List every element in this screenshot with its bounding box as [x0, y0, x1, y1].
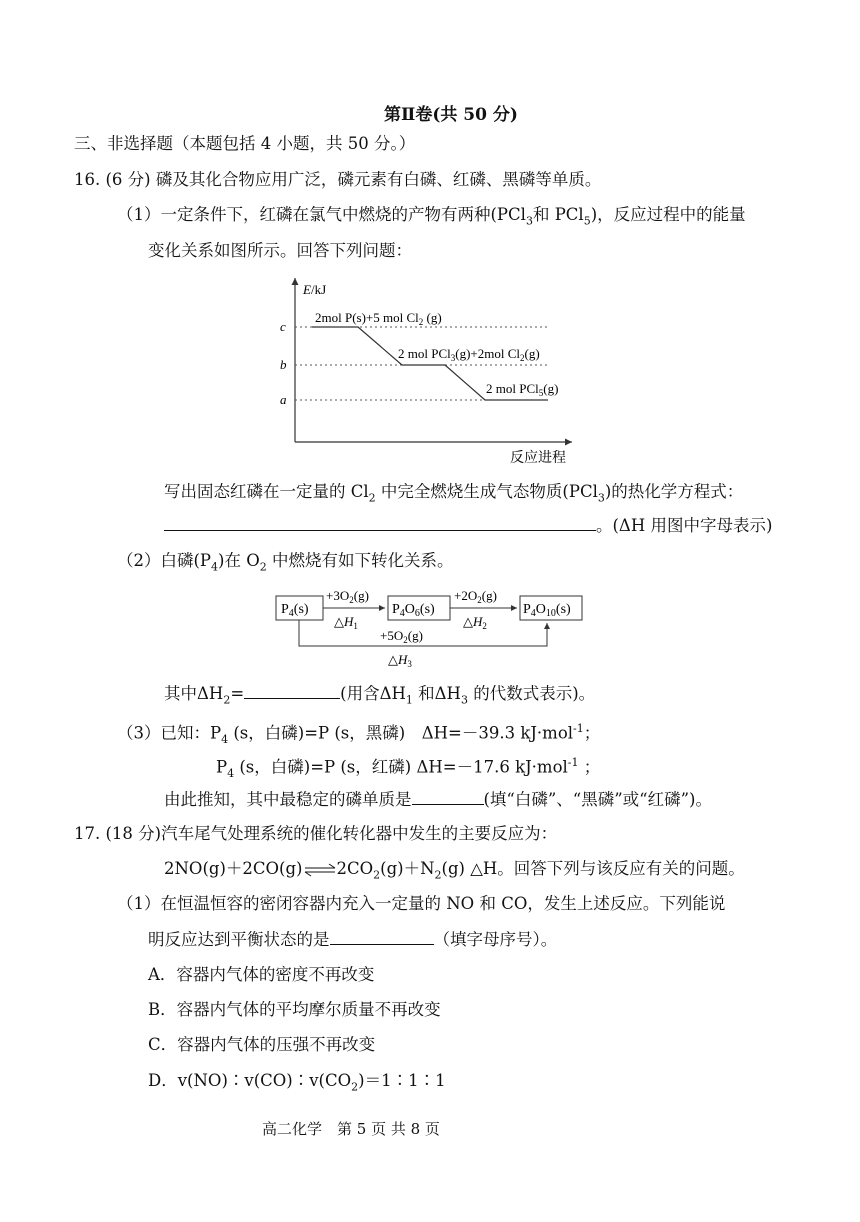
- transformation-diagram: [270, 582, 590, 672]
- arrow-2-dh: $\triangle H_2$: [463, 614, 487, 631]
- q17-equation: 2NO(g)＋2CO(g) $2CO_2(g)+N_2(g)$ △H。回答下列与该反应有关的问题。: [164, 859, 745, 882]
- question-17-stem: [74, 823, 557, 845]
- part-heading: 三、非选择题（本题包括 4 小题，共 50 分。）: [74, 134, 416, 153]
- question-text: 磷及其化合物应用广泛，磷元素有白磷、红磷、黑磷等单质。: [155, 170, 602, 189]
- arrow-3-reagent: $+5O_2(g)$: [380, 628, 423, 645]
- question-16-stem: [74, 169, 601, 191]
- energy-level-diagram: [270, 270, 590, 470]
- arrow-2-reagent: $+2O_2(g)$: [454, 588, 497, 605]
- answer-blank[interactable]: [244, 682, 340, 699]
- equilibrium-arrow-icon: [303, 863, 337, 877]
- level-a-label: a: [280, 392, 287, 407]
- question-points: (18 分): [105, 824, 162, 843]
- q17-part1-line2: 明反应达到平衡状态的是 （填字母序号）。: [148, 930, 558, 949]
- answer-blank[interactable]: [330, 928, 434, 945]
- option-c: C．容器内气体的压强不再改变: [148, 1035, 376, 1054]
- q16-part1-instruction: 写出固态红磷在一定量的 $Cl_2$ 中完全燃烧生成气态物质(PCl$_3$)的热化学方程式：: [164, 482, 744, 505]
- question-text: 汽车尾气处理系统的催化转化器中发生的主要反应为：: [161, 824, 558, 843]
- answer-blank[interactable]: [164, 514, 596, 531]
- question-points: (6 分): [105, 170, 151, 189]
- answer-blank[interactable]: [412, 788, 484, 805]
- x-axis-label: 反应进程: [510, 451, 566, 466]
- option-a: A．容器内气体的密度不再改变: [148, 965, 375, 984]
- q16-part3-line1: （3）已知：$P_4$ (s，白磷)=P (s，黑磷) ΔH=－39.3 kJ·mol$^{-1}$；: [117, 722, 601, 746]
- level-b-label: b: [280, 357, 287, 372]
- q16-part1-line2: 变化关系如图所示。回答下列问题：: [148, 241, 412, 260]
- q16-part1-answer-line: 。(ΔH 用图中字母表示): [164, 514, 772, 537]
- q16-part1-line1: （1）一定条件下，红磷在氯气中燃烧的产物有两种(PCl$_3$和 PCl$_5$)，反应过程中的能量: [117, 205, 746, 228]
- state-2-label: 2 mol PCl$_3$(g)+2mol $Cl_2(g)$: [398, 346, 540, 363]
- question-number: 17.: [74, 824, 101, 843]
- q16-part2-stem: （2）白磷$(P_4)$在 $O_2$ 中燃烧有如下转化关系。: [117, 551, 454, 574]
- state-3-label: 2 mol PCl$_5$(g): [486, 381, 559, 398]
- box-p4o10-label: $P_4O_{10}(s)$: [523, 602, 571, 619]
- level-c-label: c: [280, 319, 286, 334]
- option-d: D．$v(NO)∶v(CO)∶v(CO_2)=1∶1∶1$: [148, 1071, 446, 1094]
- q16-part2-question: 其中$\Delta H_2=$ (用含$\Delta H_1$ 和$\Delta H_3$ 的代数式表示)。: [164, 684, 596, 707]
- option-b: B．容器内气体的平均摩尔质量不再改变: [148, 1000, 441, 1019]
- q16-part3-line2: $P_4$ (s，白磷)=P (s，红磷) ΔH=－17.6 kJ·mol$^{-1}$ ；: [216, 756, 601, 780]
- page-footer: 高二化学 第 5 页 共 8 页: [262, 1120, 440, 1138]
- section-title: 第Ⅱ卷(共 50 分): [384, 105, 518, 125]
- y-axis-label: E/kJ: [303, 282, 327, 297]
- q16-part3-line3: 由此推知，其中最稳定的磷单质是 (填“白磷”、“黑磷”或“红磷”)。: [164, 790, 712, 809]
- box-p4o6-label: $P_4O_6(s)$: [392, 602, 435, 619]
- arrow-1-reagent: $+3O_2(g)$: [326, 588, 369, 605]
- question-number: 16.: [74, 170, 101, 189]
- arrow-3-dh: $\triangle H_3$: [388, 652, 412, 669]
- arrow-1-dh: $\triangle H_1$: [334, 614, 358, 631]
- q17-part1-line1: （1）在恒温恒容的密闭容器内充入一定量的 NO 和 CO，发生上述反应。下列能说: [117, 894, 726, 913]
- state-1-label: 2mol P(s)+5 mol $Cl_2$ (g): [315, 310, 442, 327]
- box-p4-label: $P_4(s)$: [281, 602, 309, 619]
